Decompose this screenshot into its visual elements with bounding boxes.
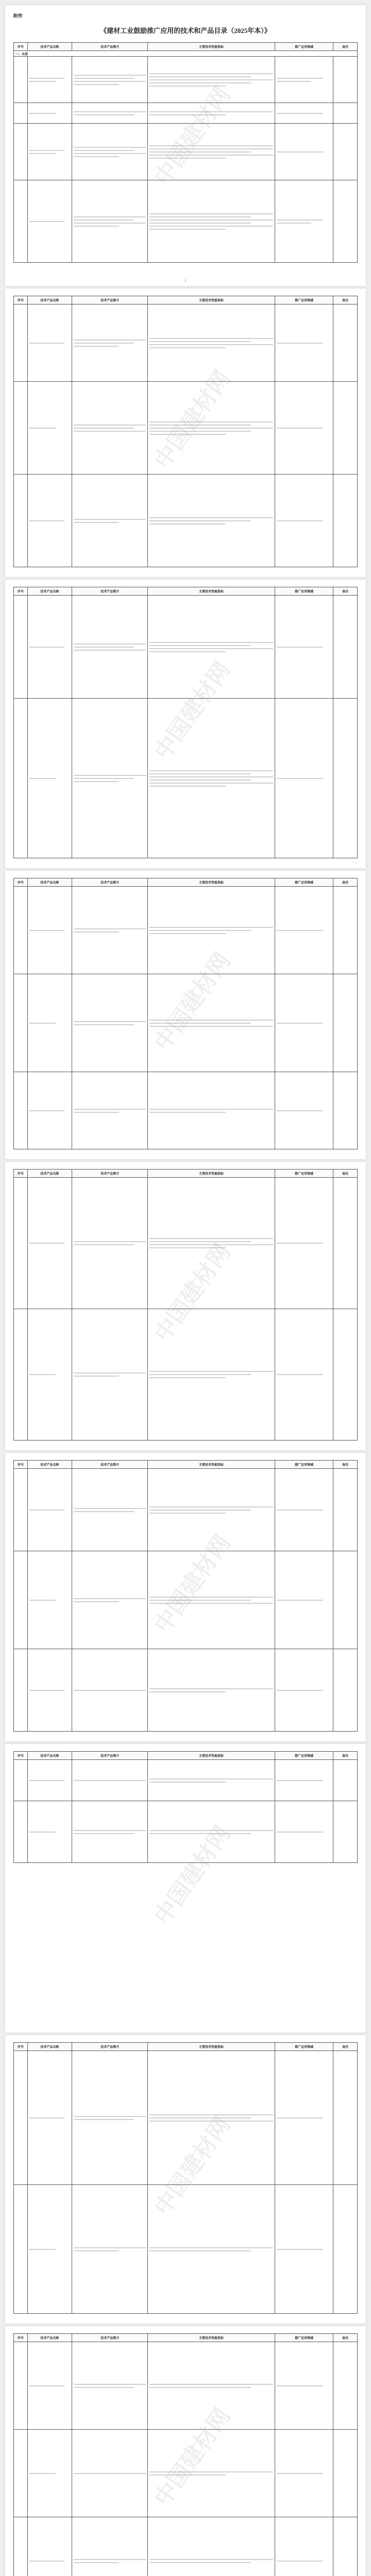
- col-header-performance: 主要技术性能指标: [148, 1461, 275, 1469]
- col-header-performance: 主要技术性能指标: [148, 43, 275, 51]
- col-header-name: 技术产品名称: [27, 587, 72, 596]
- page-4: [5, 871, 366, 1159]
- col-header-remarks: 备注: [333, 587, 358, 596]
- watermark: 中国建材网: [149, 947, 236, 1056]
- table-row: [14, 596, 358, 699]
- col-header-name: 技术产品名称: [27, 1461, 72, 1469]
- table-row: [14, 304, 358, 382]
- col-header-description: 技术产品简介: [72, 1170, 148, 1178]
- watermark: 中国建材网: [149, 2403, 236, 2512]
- table-row: [14, 1309, 358, 1440]
- table-row: [14, 124, 358, 180]
- col-header-remarks: 备注: [333, 2043, 358, 2051]
- page-6: [5, 1453, 366, 1741]
- col-header-remarks: 备注: [333, 43, 358, 51]
- col-header-application: 推广应用领域: [275, 1170, 333, 1178]
- table-row: [14, 1551, 358, 1649]
- col-header-index: 序号: [14, 2043, 28, 2051]
- watermark: 中国建材网: [149, 1821, 236, 1929]
- col-header-name: 技术产品名称: [27, 43, 72, 51]
- watermark: 中国建材网: [149, 1239, 236, 1347]
- col-header-description: 技术产品简介: [72, 296, 148, 304]
- col-header-index: 序号: [14, 43, 28, 51]
- col-header-application: 推广应用领域: [275, 587, 333, 596]
- col-header-index: 序号: [14, 296, 28, 304]
- col-header-index: 序号: [14, 878, 28, 887]
- col-header-description: 技术产品简介: [72, 1461, 148, 1469]
- col-header-application: 推广应用领域: [275, 2043, 333, 2051]
- col-header-description: 技术产品简介: [72, 43, 148, 51]
- col-header-name: 技术产品名称: [27, 878, 72, 887]
- attachment-label: 附件: [13, 13, 23, 19]
- col-header-remarks: 备注: [333, 1170, 358, 1178]
- table-row: [14, 1649, 358, 1732]
- col-header-application: 推广应用领域: [275, 878, 333, 887]
- table-row: [14, 1801, 358, 1863]
- table-row: [14, 57, 358, 103]
- col-header-name: 技术产品名称: [27, 1752, 72, 1760]
- col-header-index: 序号: [14, 587, 28, 596]
- table-row: [14, 2342, 358, 2430]
- col-header-remarks: 备注: [333, 296, 358, 304]
- table-row: [14, 1760, 358, 1801]
- table-row: [14, 887, 358, 974]
- table-row: [14, 2517, 358, 2576]
- col-header-name: 技术产品名称: [27, 1170, 72, 1178]
- table-row: [14, 382, 358, 474]
- col-header-description: 技术产品简介: [72, 2334, 148, 2342]
- category-row: 一、水泥: [14, 51, 358, 57]
- table-row: [14, 699, 358, 858]
- col-header-application: 推广应用领域: [275, 43, 333, 51]
- table-row: [14, 1072, 358, 1149]
- col-header-name: 技术产品名称: [27, 296, 72, 304]
- col-header-performance: 主要技术性能指标: [148, 1752, 275, 1760]
- col-header-performance: 主要技术性能指标: [148, 296, 275, 304]
- watermark: 中国建材网: [149, 82, 236, 191]
- table-row: [14, 474, 358, 567]
- watermark: 中国建材网: [149, 2112, 236, 2221]
- table-row: [14, 974, 358, 1072]
- table-row: [14, 180, 358, 263]
- col-header-remarks: 备注: [333, 1461, 358, 1469]
- col-header-performance: 主要技术性能指标: [148, 2043, 275, 2051]
- table-row: [14, 2185, 358, 2314]
- col-header-index: 序号: [14, 1461, 28, 1469]
- page-8: [5, 2035, 366, 2324]
- col-header-name: 技术产品名称: [27, 2043, 72, 2051]
- col-header-index: 序号: [14, 2334, 28, 2342]
- col-header-name: 技术产品名称: [27, 2334, 72, 2342]
- col-header-description: 技术产品简介: [72, 878, 148, 887]
- col-header-remarks: 备注: [333, 1752, 358, 1760]
- table-row: [14, 103, 358, 124]
- page-3: [5, 580, 366, 868]
- col-header-remarks: 备注: [333, 2334, 358, 2342]
- col-header-remarks: 备注: [333, 878, 358, 887]
- document-title: 《建材工业鼓励推广应用的技术和产品目录（2025年本）》: [100, 27, 271, 35]
- table-row: [14, 1178, 358, 1309]
- col-header-performance: 主要技术性能指标: [148, 878, 275, 887]
- col-header-index: 序号: [14, 1752, 28, 1760]
- catalog-table: [13, 42, 358, 263]
- col-header-description: 技术产品简介: [72, 1752, 148, 1760]
- col-header-application: 推广应用领域: [275, 296, 333, 304]
- table-row: [14, 1469, 358, 1551]
- col-header-description: 技术产品简介: [72, 587, 148, 596]
- page-7: [5, 1744, 366, 2032]
- watermark: 中国建材网: [149, 1530, 236, 1638]
- watermark: 中国建材网: [149, 365, 236, 474]
- watermark: 中国建材网: [149, 656, 236, 765]
- col-header-application: 推广应用领域: [275, 2334, 333, 2342]
- table-row: [14, 2051, 358, 2185]
- col-header-application: 推广应用领域: [275, 1752, 333, 1760]
- col-header-description: 技术产品简介: [72, 2043, 148, 2051]
- page-5: [5, 1162, 366, 1450]
- page-2: [5, 289, 366, 577]
- page-9: [5, 2326, 366, 2576]
- col-header-performance: 主要技术性能指标: [148, 1170, 275, 1178]
- page-number: 1: [184, 279, 187, 283]
- col-header-performance: 主要技术性能指标: [148, 2334, 275, 2342]
- table-row: [14, 2430, 358, 2517]
- col-header-performance: 主要技术性能指标: [148, 587, 275, 596]
- page-1: [5, 5, 366, 286]
- col-header-index: 序号: [14, 1170, 28, 1178]
- col-header-application: 推广应用领域: [275, 1461, 333, 1469]
